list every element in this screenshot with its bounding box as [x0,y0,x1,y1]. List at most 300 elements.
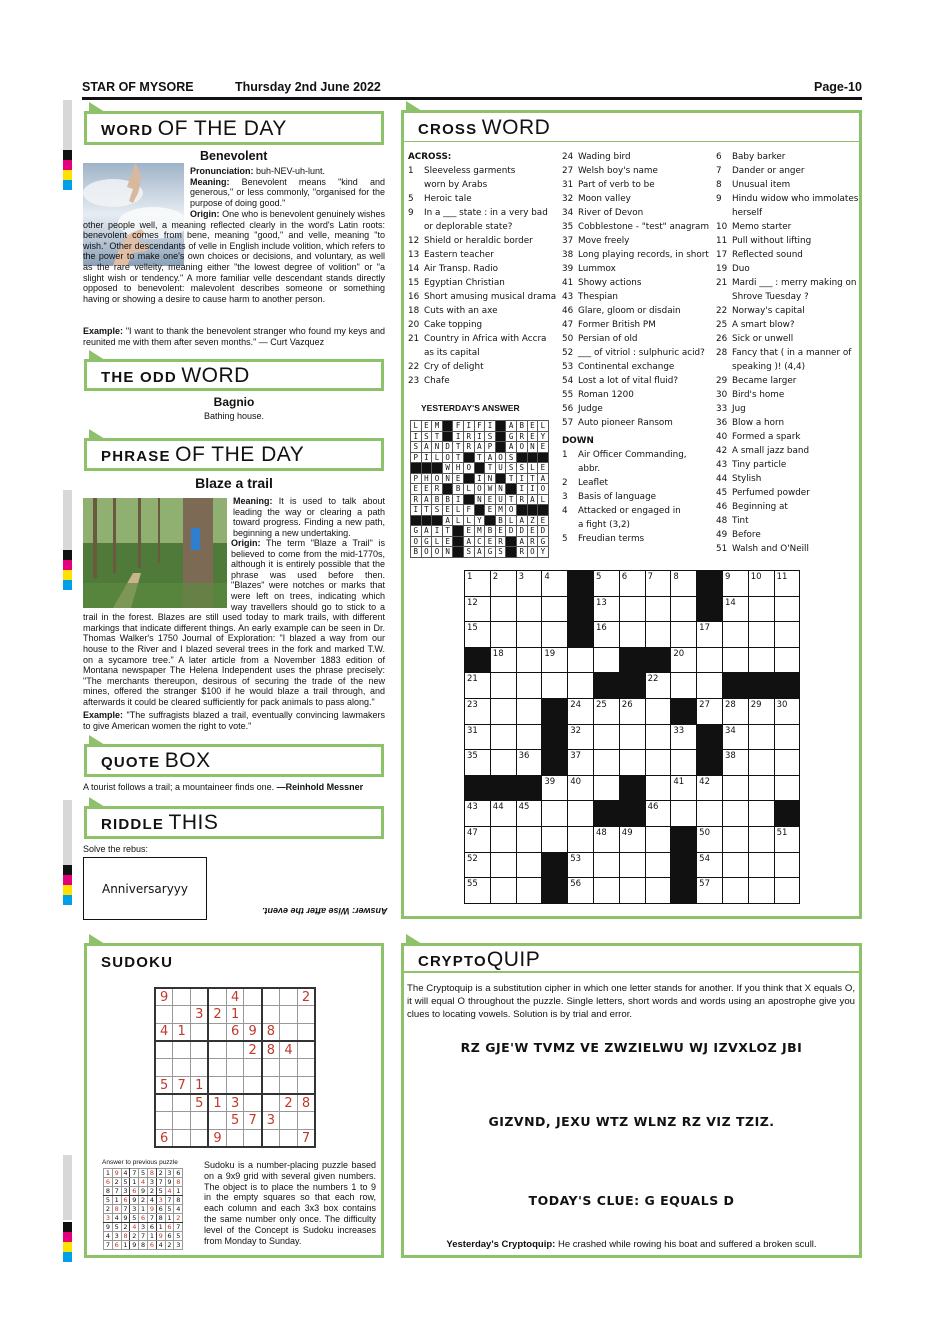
title-big: OF THE DAY [175,443,305,466]
black-cell [453,536,464,547]
clue-number: 14 [408,264,420,274]
crossword-cell[interactable] [619,596,645,622]
crossword-cell[interactable] [619,852,645,878]
sudoku-cell[interactable] [191,1041,209,1059]
clue-item [716,150,861,164]
crossword-cell[interactable] [645,596,671,622]
sudoku-cell[interactable] [191,988,209,1006]
crossword-cell[interactable] [490,724,516,750]
sudoku-cell[interactable] [208,1041,226,1059]
paper-name: STAR OF MYSORE [82,80,194,94]
crossword-cell[interactable] [748,750,774,776]
crossword-cell[interactable] [697,801,723,827]
side-strip [63,1155,72,1220]
sudoku-cell[interactable] [280,1076,298,1094]
sudoku-cell[interactable] [262,988,280,1006]
answer-cell: H [453,463,464,474]
crossword-cell[interactable] [516,647,542,673]
crossword-cell[interactable]: 56 [568,878,594,904]
clue-text: Roman 1200 [578,390,634,400]
crossword-cell[interactable]: 9 [722,571,748,597]
sudoku-cell[interactable] [280,1130,298,1148]
crossword-cell[interactable] [671,596,697,622]
clue-text: Auto pioneer Ransom [578,418,673,428]
clue-text: Became larger [732,376,797,386]
black-cell [722,673,748,699]
crossword-cell[interactable] [671,750,697,776]
crossword-cell[interactable] [645,750,671,776]
black-cell [538,452,549,463]
clue-number: 54 [562,376,574,386]
sudoku-cell[interactable] [262,1094,280,1112]
crossword-cell[interactable]: 22 [645,673,671,699]
crossword-cell[interactable] [542,801,568,827]
clue-text: Hindu widow who immolates [732,194,859,204]
crossword-cell[interactable] [748,801,774,827]
crossword-cell[interactable] [568,647,594,673]
clue-text: Cuts with an axe [424,306,498,316]
crossword-cell[interactable]: 23 [465,698,491,724]
sudoku-cell[interactable] [208,1059,226,1077]
answer-cell: O [463,463,474,474]
crossword-cell[interactable]: 18 [490,647,516,673]
crossword-cell[interactable] [748,596,774,622]
crossword-cell[interactable] [748,775,774,801]
side-strip [63,100,72,150]
sudoku-cell[interactable] [297,1059,315,1077]
clue-number: 34 [562,208,574,218]
black-cell [432,463,443,474]
prev-sudoku-cell: 2 [139,1196,148,1205]
crossword-cell[interactable] [490,596,516,622]
crossword-cell[interactable]: 47 [465,826,491,852]
black-cell [542,724,568,750]
crossword-cell[interactable]: 37 [568,750,594,776]
sudoku-cell[interactable] [155,1059,173,1077]
answer-cell: R [527,536,538,547]
crossword-cell[interactable]: 57 [697,878,723,904]
crossword-cell[interactable]: 45 [516,801,542,827]
title-big: BOX [164,749,211,772]
sudoku-cell[interactable] [173,1059,191,1077]
crossword-cell[interactable]: 7 [645,571,671,597]
crossword-cell[interactable] [722,878,748,904]
prev-sudoku-cell: 3 [165,1169,174,1178]
sudoku-cell[interactable] [280,1023,298,1041]
clue-text: Heroic tale [424,194,472,204]
crossword-cell[interactable] [490,622,516,648]
prev-sudoku-cell: 6 [174,1169,183,1178]
crossword-cell[interactable]: 38 [722,750,748,776]
prev-sudoku-cell: 8 [174,1178,183,1187]
sudoku-cell[interactable] [155,1112,173,1130]
crossword-cell[interactable] [697,647,723,673]
crossword-cell[interactable]: 10 [748,571,774,597]
crossword-cell[interactable]: 2 [490,571,516,597]
crossword-cell[interactable]: 27 [697,698,723,724]
sudoku-cell[interactable] [244,1006,262,1024]
sudoku-cell[interactable] [280,1006,298,1024]
clue-number: 48 [716,516,728,526]
answer-cell: S [506,463,517,474]
sudoku-cell[interactable] [226,1076,244,1094]
crossword-cell[interactable]: 28 [722,698,748,724]
black-cell [619,801,645,827]
sudoku-cell[interactable] [297,1076,315,1094]
sudoku-cell[interactable] [244,1094,262,1112]
crossword-cell[interactable]: 34 [722,724,748,750]
clue-item [562,304,712,318]
crossword-cell[interactable]: 1 [465,571,491,597]
crossword-cell[interactable]: 17 [697,622,723,648]
crossword-cell[interactable] [490,750,516,776]
crossword-cell[interactable]: 30 [774,698,800,724]
crossword-cell[interactable] [774,647,800,673]
crossword-cell[interactable]: 46 [645,801,671,827]
answer-cell: I [411,431,422,442]
crossword-cell[interactable] [619,878,645,904]
crossword-cell[interactable]: 8 [671,571,697,597]
clue-number: 17 [716,250,728,260]
crossword-cell[interactable] [722,622,748,648]
prev-sudoku-grid [103,1168,183,1250]
crossword-cell[interactable] [645,724,671,750]
crossword-cell[interactable]: 13 [593,596,619,622]
clue-item [408,164,558,178]
clue-item [716,178,861,192]
crossword-cell[interactable] [490,826,516,852]
clue-item [716,332,861,346]
sudoku-cell[interactable] [244,1076,262,1094]
sudoku-cell[interactable] [262,1059,280,1077]
sudoku-cell: 6 [226,1023,244,1041]
clue-item [408,276,558,290]
quote-author: —Reinhold Messner [274,782,364,792]
crossword-cell[interactable]: 41 [671,775,697,801]
sudoku-cell[interactable] [173,1041,191,1059]
crossword-cell[interactable]: 5 [593,571,619,597]
answer-cell: L [453,505,464,516]
answer-cell: B [495,515,506,526]
sudoku-cell[interactable] [297,1041,315,1059]
crossword-cell[interactable]: 31 [465,724,491,750]
sudoku-cell[interactable] [173,1094,191,1112]
crossword-cell[interactable] [671,801,697,827]
prev-sudoku-cell: 9 [147,1205,156,1214]
clue-number: 3 [562,492,568,502]
crossword-cell[interactable]: 51 [774,826,800,852]
crossword-cell[interactable] [774,878,800,904]
answer-cell: D [506,526,517,537]
reg-mark [63,560,72,570]
pronunciation: buh-NEV-uh-lunt. [253,166,326,176]
answer-cell: O [411,536,422,547]
crossword-cell[interactable]: 42 [697,775,723,801]
clue-number: 35 [562,222,574,232]
crossword-cell[interactable]: 26 [619,698,645,724]
black-cell [421,515,432,526]
clue-item [562,504,712,518]
sudoku-cell[interactable] [226,1041,244,1059]
answer-cell: O [516,442,527,453]
crossword-cell[interactable] [516,596,542,622]
crossword-cell[interactable] [774,852,800,878]
crossword-cell[interactable] [490,673,516,699]
sudoku-cell[interactable] [280,1112,298,1130]
black-cell [463,452,474,463]
crossword-cell[interactable]: 11 [774,571,800,597]
crossword-cell[interactable] [568,673,594,699]
crossword-cell[interactable] [619,724,645,750]
clue-number: 50 [562,334,574,344]
sudoku-cell[interactable] [262,1076,280,1094]
odd-word: Bagnio [213,395,255,409]
crossword-cell[interactable] [593,852,619,878]
sudoku-cell[interactable] [191,1130,209,1148]
crossword-cell[interactable] [619,750,645,776]
sudoku-cell[interactable] [191,1023,209,1041]
sudoku-cell[interactable] [208,988,226,1006]
clue-item [562,192,712,206]
crossword-cell[interactable]: 15 [465,622,491,648]
crossword-cell[interactable] [490,878,516,904]
crossword-cell[interactable]: 48 [593,826,619,852]
crossword-cell[interactable] [671,673,697,699]
clue-item [716,220,861,234]
crossword-cell[interactable] [722,801,748,827]
title-big: WORD [181,364,250,387]
crossword-cell[interactable] [516,622,542,648]
clue-text: Chafe [424,376,450,386]
sudoku-cell[interactable] [155,1006,173,1024]
crossword-cell[interactable]: 49 [619,826,645,852]
clue-number: 13 [408,250,420,260]
sudoku-cell[interactable] [280,988,298,1006]
crossword-cell[interactable] [671,622,697,648]
sudoku-cell[interactable] [244,1059,262,1077]
answer-cell: L [538,494,549,505]
answer-cell: Y [538,547,549,558]
answer-cell: S [485,431,496,442]
answer-cell: O [495,452,506,463]
clue-item [562,490,712,504]
crossword-cell[interactable] [516,673,542,699]
yesterday-solution: He crashed while rowing his boat and suffered a broken scull. [555,1239,817,1250]
answer-cell: A [538,473,549,484]
sudoku-cell[interactable] [297,1023,315,1041]
crossword-cell[interactable] [516,724,542,750]
crossword-cell[interactable] [516,852,542,878]
sudoku-cell[interactable] [191,1059,209,1077]
crossword-cell[interactable] [645,775,671,801]
crossword-cell[interactable] [542,826,568,852]
crossword-cell[interactable] [722,852,748,878]
crossword-cell[interactable]: 39 [542,775,568,801]
crossword-cell[interactable]: 21 [465,673,491,699]
header-rule [82,97,862,100]
sudoku-cell[interactable] [262,1006,280,1024]
title-small: WORD [101,122,154,139]
prev-sudoku-cell: 2 [130,1232,139,1241]
sudoku-cell[interactable] [262,1130,280,1148]
sudoku-cell: 5 [155,1076,173,1094]
black-cell [432,515,443,526]
crossword-cell[interactable]: 35 [465,750,491,776]
answer-cell: I [463,421,474,432]
crossword-cell[interactable] [516,878,542,904]
clue-number: 26 [716,334,728,344]
tab-corner [89,102,105,112]
crossword-cell[interactable]: 54 [697,852,723,878]
crossword-cell[interactable]: 16 [593,622,619,648]
answer-cell: E [527,526,538,537]
black-cell [463,473,474,484]
crossword-cell[interactable] [516,698,542,724]
crossword-cell[interactable] [542,673,568,699]
crossword-cell[interactable]: 53 [568,852,594,878]
crossword-cell[interactable] [722,826,748,852]
prev-sudoku-cell: 3 [121,1187,130,1196]
sudoku-cell[interactable] [191,1112,209,1130]
label: Yesterday's Cryptoquip: [446,1239,556,1250]
prev-sudoku-cell: 5 [174,1232,183,1241]
crossword-cell[interactable]: 4 [542,571,568,597]
crossword-cell[interactable]: 3 [516,571,542,597]
prev-sudoku-cell: 6 [121,1196,130,1205]
crossword-cell[interactable] [645,698,671,724]
crossword-cell[interactable]: 36 [516,750,542,776]
sudoku-cell[interactable] [244,988,262,1006]
crossword-cell[interactable] [697,673,723,699]
sudoku-cell[interactable] [297,1112,315,1130]
sudoku-cell[interactable] [173,1112,191,1130]
answer-cell: D [538,526,549,537]
answer-cell: N [495,484,506,495]
answer-cell: S [463,547,474,558]
crossword-cell[interactable]: 32 [568,724,594,750]
sudoku-cell[interactable] [244,1130,262,1148]
crossword-cell[interactable] [645,622,671,648]
reg-mark [63,150,72,160]
black-cell [593,673,619,699]
crossword-cell[interactable]: 40 [568,775,594,801]
crossword-cell[interactable]: 6 [619,571,645,597]
sudoku-cell: 1 [208,1094,226,1112]
sudoku-cell[interactable] [208,1076,226,1094]
crossword-cell[interactable] [722,647,748,673]
prev-sudoku-cell: 7 [147,1214,156,1223]
crossword-cell[interactable]: 50 [697,826,723,852]
crossword-cell[interactable]: 14 [722,596,748,622]
crossword-cell[interactable] [748,647,774,673]
crossword-cell[interactable] [619,622,645,648]
cryptoquip-line2: GIZVND, JEXU WTZ WLNZ RZ VIZ TZIZ. [488,1114,775,1129]
crossword-cell[interactable] [593,775,619,801]
clue-text: Glare, gloom or disdain [578,306,681,316]
crossword-cell[interactable]: 20 [671,647,697,673]
crossword-cell[interactable]: 24 [568,698,594,724]
clue-number: 52 [562,348,574,358]
crossword-cell[interactable] [568,801,594,827]
crossword-cell[interactable]: 55 [465,878,491,904]
crossword-cell[interactable] [774,724,800,750]
sudoku-cell[interactable] [155,1041,173,1059]
crossword-cell[interactable]: 33 [671,724,697,750]
sudoku-cell[interactable] [208,1112,226,1130]
black-cell [774,673,800,699]
black-cell [506,547,517,558]
clue-number: 29 [716,376,728,386]
sudoku-cell[interactable] [173,1130,191,1148]
sudoku-cell[interactable] [226,1059,244,1077]
answer-cell: T [453,442,464,453]
crossword-cell[interactable] [490,698,516,724]
crossword-cell[interactable] [748,878,774,904]
crossword-cell[interactable] [568,826,594,852]
sudoku-cell[interactable] [208,1023,226,1041]
black-cell [671,826,697,852]
answer-cell: U [495,494,506,505]
crossword-cell[interactable] [722,775,748,801]
crossword-cell[interactable] [542,596,568,622]
sudoku-cell[interactable] [226,1130,244,1148]
sudoku-cell[interactable] [173,1006,191,1024]
crossword-cell[interactable] [593,750,619,776]
clue-number: 19 [716,264,728,274]
crossword-cell[interactable] [748,826,774,852]
clue-text: Blow a horn [732,418,785,428]
crossword-cell[interactable] [593,647,619,673]
prev-sudoku-cell: 1 [165,1214,174,1223]
prev-sudoku-cell: 7 [174,1223,183,1232]
crossword-cell[interactable] [593,724,619,750]
crossword-cell[interactable] [490,852,516,878]
crossword-cell[interactable] [645,826,671,852]
crossword-cell[interactable] [645,852,671,878]
sudoku-cell[interactable] [297,1006,315,1024]
crossword-cell[interactable] [774,596,800,622]
crossword-cell[interactable]: 52 [465,852,491,878]
crossword-cell[interactable] [593,878,619,904]
sudoku-cell[interactable] [280,1059,298,1077]
crossword-cell[interactable]: 29 [748,698,774,724]
crossword-cell[interactable]: 25 [593,698,619,724]
answer-cell: C [474,536,485,547]
crossword-cell[interactable] [645,878,671,904]
crossword-cell[interactable]: 43 [465,801,491,827]
crossword-cell[interactable] [774,750,800,776]
clue-number: 47 [562,320,574,330]
black-cell [474,505,485,516]
quote-title [101,749,211,773]
crossword-cell[interactable] [748,724,774,750]
crossword-cell[interactable] [748,622,774,648]
prev-sudoku-cell: 3 [130,1205,139,1214]
page-number: Page-10 [814,80,862,94]
sudoku-cell[interactable] [155,1094,173,1112]
crossword-cell[interactable] [542,622,568,648]
crossword-cell[interactable] [774,622,800,648]
crossword-cell[interactable]: 19 [542,647,568,673]
prev-sudoku-cell: 8 [147,1169,156,1178]
sudoku-cell[interactable] [173,988,191,1006]
crossword-cell[interactable] [516,826,542,852]
crossword-cell[interactable] [748,852,774,878]
black-cell [542,852,568,878]
crossword-cell[interactable]: 44 [490,801,516,827]
crossword-cell[interactable]: 12 [465,596,491,622]
crossword-cell[interactable] [774,775,800,801]
